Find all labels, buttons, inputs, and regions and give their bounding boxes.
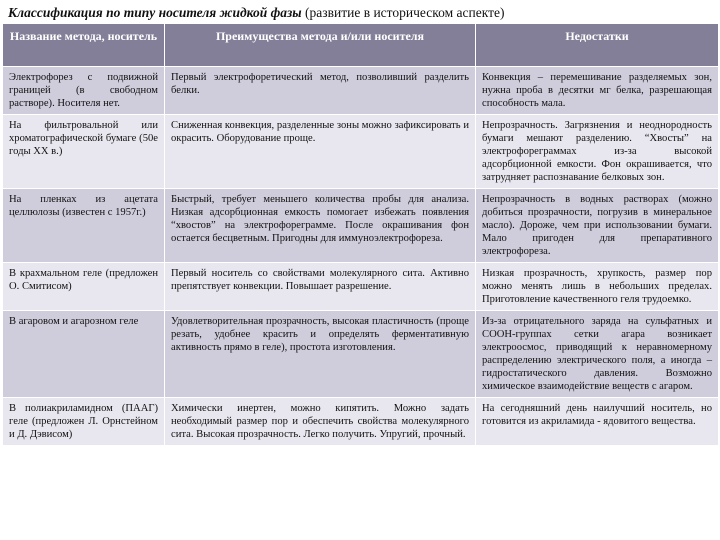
cell-method: На фильтровальной или хроматографической бумаге (50е годы XX в.) — [3, 115, 165, 189]
title-normal: (развитие в историческом аспекте) — [301, 5, 505, 20]
cell-method: На пленках из ацетата целлюлозы (известен с 1957г.) — [3, 189, 165, 263]
table-row — [3, 263, 719, 311]
table-header-row — [3, 24, 719, 67]
cell-advantages: Удовлетворительная прозрачность, высокая пластичность (проще резать, удобнее красить и определять ферментативную активность прямо в геле), простота изготовления. — [165, 311, 476, 398]
table-row — [3, 115, 719, 189]
table-row — [3, 311, 719, 398]
cell-disadvantages: Из-за отрицательного заряда на сульфатных и COOH-группах сетки агара возникает электроосмос, приводящий к неравномерному распределению электрического поля, а иногда – гидростатического давления. Возможно химическое взаимодействие веществ с агаром. — [476, 311, 719, 398]
classification-table — [2, 23, 719, 446]
header-advantages: Преимущества метода и/или носителя — [165, 24, 476, 67]
cell-advantages: Сниженная конвекция, разделенные зоны можно зафиксировать и окрасить. Оборудование проще. — [165, 115, 476, 189]
cell-disadvantages: Низкая прозрачность, хрупкость, размер пор можно менять лишь в небольших пределах. Приготовление качественного геля трудоемко. — [476, 263, 719, 311]
table-row — [3, 189, 719, 263]
title-bold: Классификация по типу носителя жидкой фазы — [8, 5, 302, 20]
cell-disadvantages: Конвекция – перемешивание разделяемых зон, нужна проба в десятки мг белка, разрешающая способность мала. — [476, 67, 719, 115]
cell-method: В агаровом и агарозном геле — [3, 311, 165, 398]
cell-method: В крахмальном геле (предложен О. Смитисом) — [3, 263, 165, 311]
header-method: Название метода, носитель — [3, 24, 165, 67]
table-row — [3, 398, 719, 446]
cell-advantages: Первый носитель со свойствами молекулярного сита. Активно препятствует конвекции. Повышает разрешение. — [165, 263, 476, 311]
cell-advantages: Химически инертен, можно кипятить. Можно задать необходимый размер пор и обеспечить свойства молекулярного сита. Высокая прозрачность. Легко получить. Упругий, прочный. — [165, 398, 476, 446]
table-row — [3, 67, 719, 115]
cell-disadvantages: Непрозрачность в водных растворах (можно добиться прозрачности, погрузив в минеральное масло). Дороже, чем при использовании бумаги. Мало пригоден для препаративного электрофореза. — [476, 189, 719, 263]
cell-advantages: Быстрый, требует меньшего количества пробы для анализа. Низкая адсорбционная емкость помогает избежать появления “хвостов” на электрофореграмме. После окрашивания фон остается бесцветным. Пригодны для иммуноэлектрофореза. — [165, 189, 476, 263]
cell-advantages: Первый электрофоретический метод, позволивший разделить белки. — [165, 67, 476, 115]
cell-method: Электрофорез с подвижной границей (в свободном растворе). Носителя нет. — [3, 67, 165, 115]
cell-disadvantages: Непрозрачность. Загрязнения и неоднородность бумаги мешают разделению. “Хвосты” на электрофореграммах из-за высокой адсорбционной емкости. Фон окрашивается, что затрудняет распознавание белковых зон. — [476, 115, 719, 189]
page-title — [8, 4, 714, 21]
cell-disadvantages: На сегодняшний день наилучший носитель, но готовится из акриламида - ядовитого вещества. — [476, 398, 719, 446]
cell-method: В полиакриламидном (ПААГ) геле (предложен Л. Орнстейном и Д. Дэвисом) — [3, 398, 165, 446]
header-disadvantages: Недостатки — [476, 24, 719, 67]
